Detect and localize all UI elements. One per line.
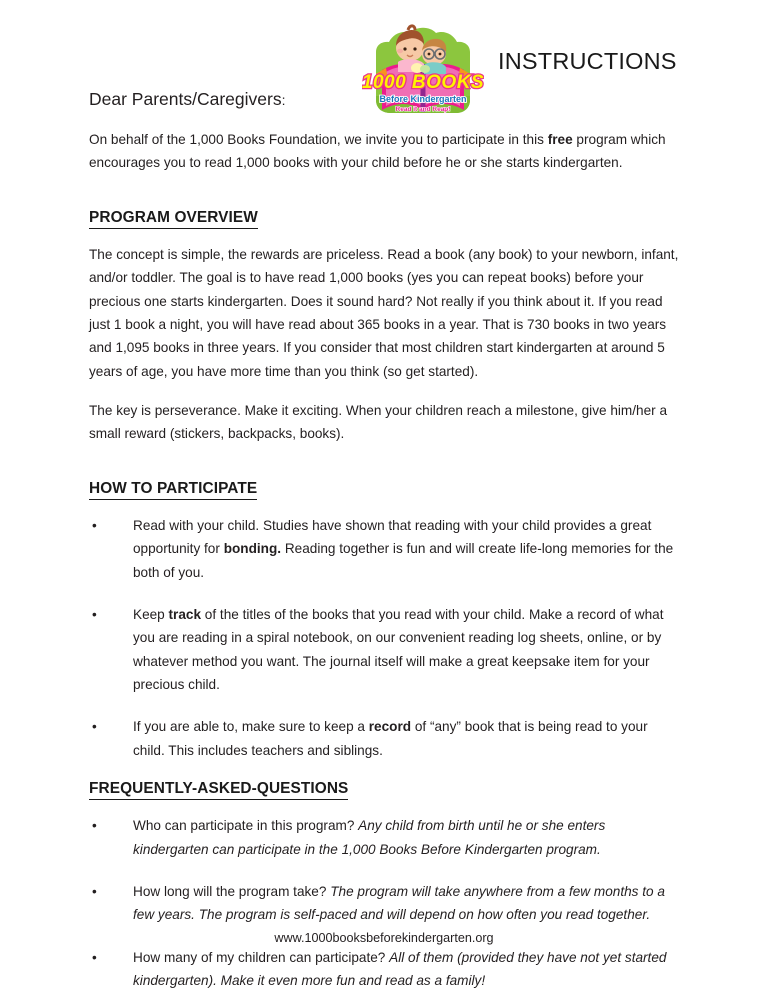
section-heading-program-overview: PROGRAM OVERVIEW (89, 209, 258, 229)
salutation (89, 89, 285, 110)
list-item (89, 814, 681, 861)
list-item-text: Keep track of the titles of the books that you read with your child. Make a record of what you are reading in a spiral notebook, on our convenient reading log sheets, online, or by whatever method you want. The journal itself will make a great keepsake item for your precious child. (133, 606, 664, 692)
bullet-icon: • (92, 606, 97, 622)
footer-website: www.1000booksbeforekindergarten.org (274, 931, 494, 945)
program-overview-paragraph-1: The concept is simple, the rewards are priceless. Read a book (any book) to your newborn, infant, and/or toddler. The goal is to have read 1,000 books (yes you can repeat books) before your precious one starts kindergarten. Does it sound hard? Not really if you think about it. If you read just 1 book a night, you will have read about 365 books in a year. That is 730 books in two years and 1,095 books in three years. If you consider that most children start kindergarten at around 5 years of age, you have more time than you think (so get started). (89, 246, 679, 379)
list-item (89, 715, 681, 762)
logo-title-text (362, 72, 484, 93)
list-item (89, 880, 681, 927)
salutation-colon: : (281, 92, 286, 108)
bullet-icon: • (92, 883, 97, 899)
page-title: INSTRUCTIONS (498, 48, 677, 74)
bullet-icon: • (92, 719, 97, 735)
bullet-icon: • (92, 949, 97, 965)
bullet-icon: • (92, 818, 97, 834)
faq-list (89, 814, 681, 992)
section-heading-how-to-participate: HOW TO PARTICIPATE (89, 480, 257, 500)
list-item-text: Who can participate in this program? Any child from birth until he or she enters kindergarten can participate in the 1,000 Books Before Kindergarten program. (133, 818, 606, 857)
footer (0, 931, 768, 945)
bullet-icon: • (92, 517, 97, 533)
document-body (89, 128, 681, 992)
section-program-overview (89, 191, 681, 446)
list-item (89, 514, 681, 584)
list-item-text: Read with your child. Studies have shown that reading with your child provides a great opportunity for bonding. Reading together is fun and will create life-long memories for the both of you. (133, 517, 674, 580)
program-overview-paragraph-2: The key is perseverance. Make it exciting. When your children reach a milestone, give him/her a small reward (stickers, backpacks, books). (89, 403, 667, 442)
section-how-to-participate (89, 462, 681, 762)
intro-paragraph: On behalf of the 1,000 Books Foundation, we invite you to participate in this free program which encourages you to read 1,000 books with your child before he or she starts kindergarten. (89, 132, 666, 171)
section-frequently-asked-questions (89, 762, 681, 992)
list-item-text: How many of my children can participate? All of them (provided they have not yet started kindergarten). Make it even more fun and read as a family! (133, 949, 667, 988)
list-item-text: If you are able to, make sure to keep a record of “any” book that is being read to your child. This includes teachers and siblings. (133, 719, 648, 758)
salutation-text: Dear Parents/Caregivers (89, 89, 282, 109)
1000-books-before-kindergarten-logo (362, 18, 484, 118)
list-item (89, 946, 681, 993)
logo-line3: Read it and Reap! (395, 106, 451, 113)
section-heading-frequently-asked-questions: FREQUENTLY-ASKED-QUESTIONS (89, 780, 348, 800)
logo-line1: 1000 BOOKS (362, 72, 484, 93)
logo-line2: Before Kindergarten (379, 94, 467, 104)
list-item (89, 603, 681, 697)
list-item-text: How long will the program take? The program will take anywhere from a few months to a few years. The program is self-paced and will depend on how often you read together. (133, 883, 665, 923)
how-to-participate-list (89, 514, 681, 762)
